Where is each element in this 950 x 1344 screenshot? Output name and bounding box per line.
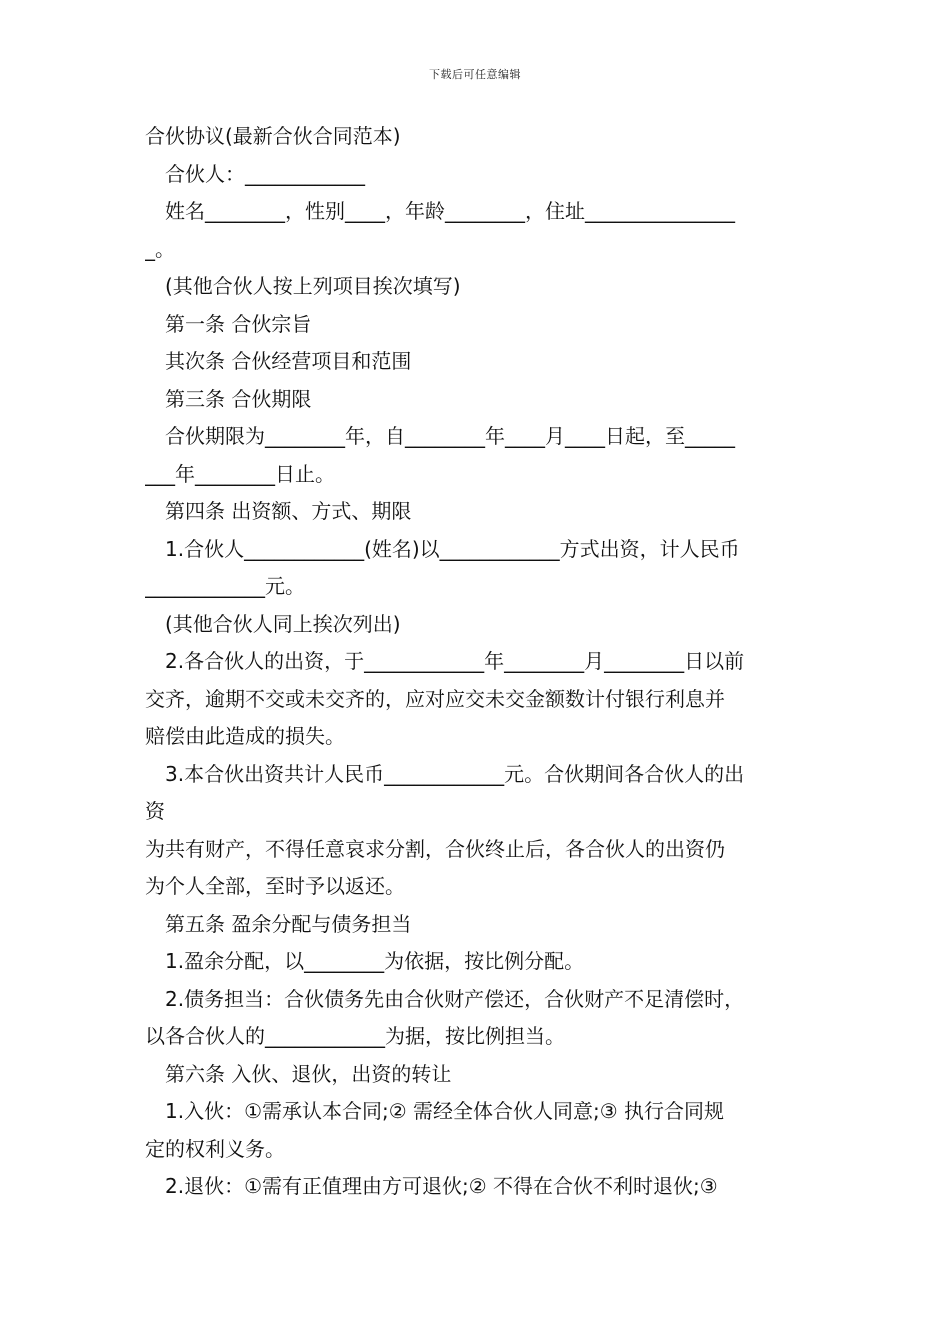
document-line: 以各合伙人的____________为据，按比例担当。 [145,1024,565,1048]
header-note: 下载后可任意编辑 [429,68,521,81]
document-line: 1.合伙人____________(姓名)以____________方式出资，计人民币 [165,536,740,561]
document-line: 2.退伙：①需有正值理由方可退伙;② 不得在合伙不利时退伙;③ [165,1174,718,1198]
document-line: 第六条 入伙、退伙，出资的转让 [165,1061,452,1086]
document-line: 为共有财产，不得任意哀求分割，合伙终止后，各合伙人的出资仍 [145,836,725,861]
document-line: 其次条 合伙经营项目和范围 [165,349,412,373]
document-line: 为个人全部，至时予以返还。 [145,874,405,898]
document-line: 姓名________，性别____，年龄________，住址_______________ [165,199,735,223]
document-line: 1.入伙：①需承认本合同;② 需经全体合伙人同意;③ 执行合同规 [165,1099,725,1123]
document-line: 第四条 出资额、方式、期限 [165,499,412,523]
document-line: 合伙人：____________ [165,161,365,186]
document-line: 赔偿由此造成的损失。 [145,724,345,748]
document-line: (其他合伙人按上列项目挨次填写) [165,274,461,298]
document-line: 合伙协议(最新合伙合同范本) [145,124,401,148]
document-line: 2.债务担当：合伙债务先由合伙财产偿还，合伙财产不足清偿时， [165,986,745,1011]
document-line: 1.盈余分配，以________为依据，按比例分配。 [165,949,585,973]
document-line: ____________元。 [145,574,305,598]
document-line: 第五条 盈余分配与债务担当 [165,911,412,936]
document-line: 2.各合伙人的出资，于____________年________月________日以前 [165,649,745,673]
document-line: 交齐，逾期不交或未交齐的，应对应交未交金额数计付银行利息并 [145,686,725,711]
document-line: 3.本合伙出资共计人民币____________元。合伙期间各合伙人的出 [165,761,745,786]
document-line: 定的权利义务。 [145,1136,285,1161]
document-line: 合伙期限为________年，自________年____月____日起，至_____ [165,424,735,448]
document-line: 第一条 合伙宗旨 [165,311,312,336]
document-line: _。 [145,236,175,261]
document-line: ___年________日止。 [145,461,335,486]
document-line: 第三条 合伙期限 [165,386,312,411]
document-body [145,118,810,1206]
document-line: (其他合伙人同上挨次列出) [165,611,401,636]
document-line: 资 [145,799,165,823]
